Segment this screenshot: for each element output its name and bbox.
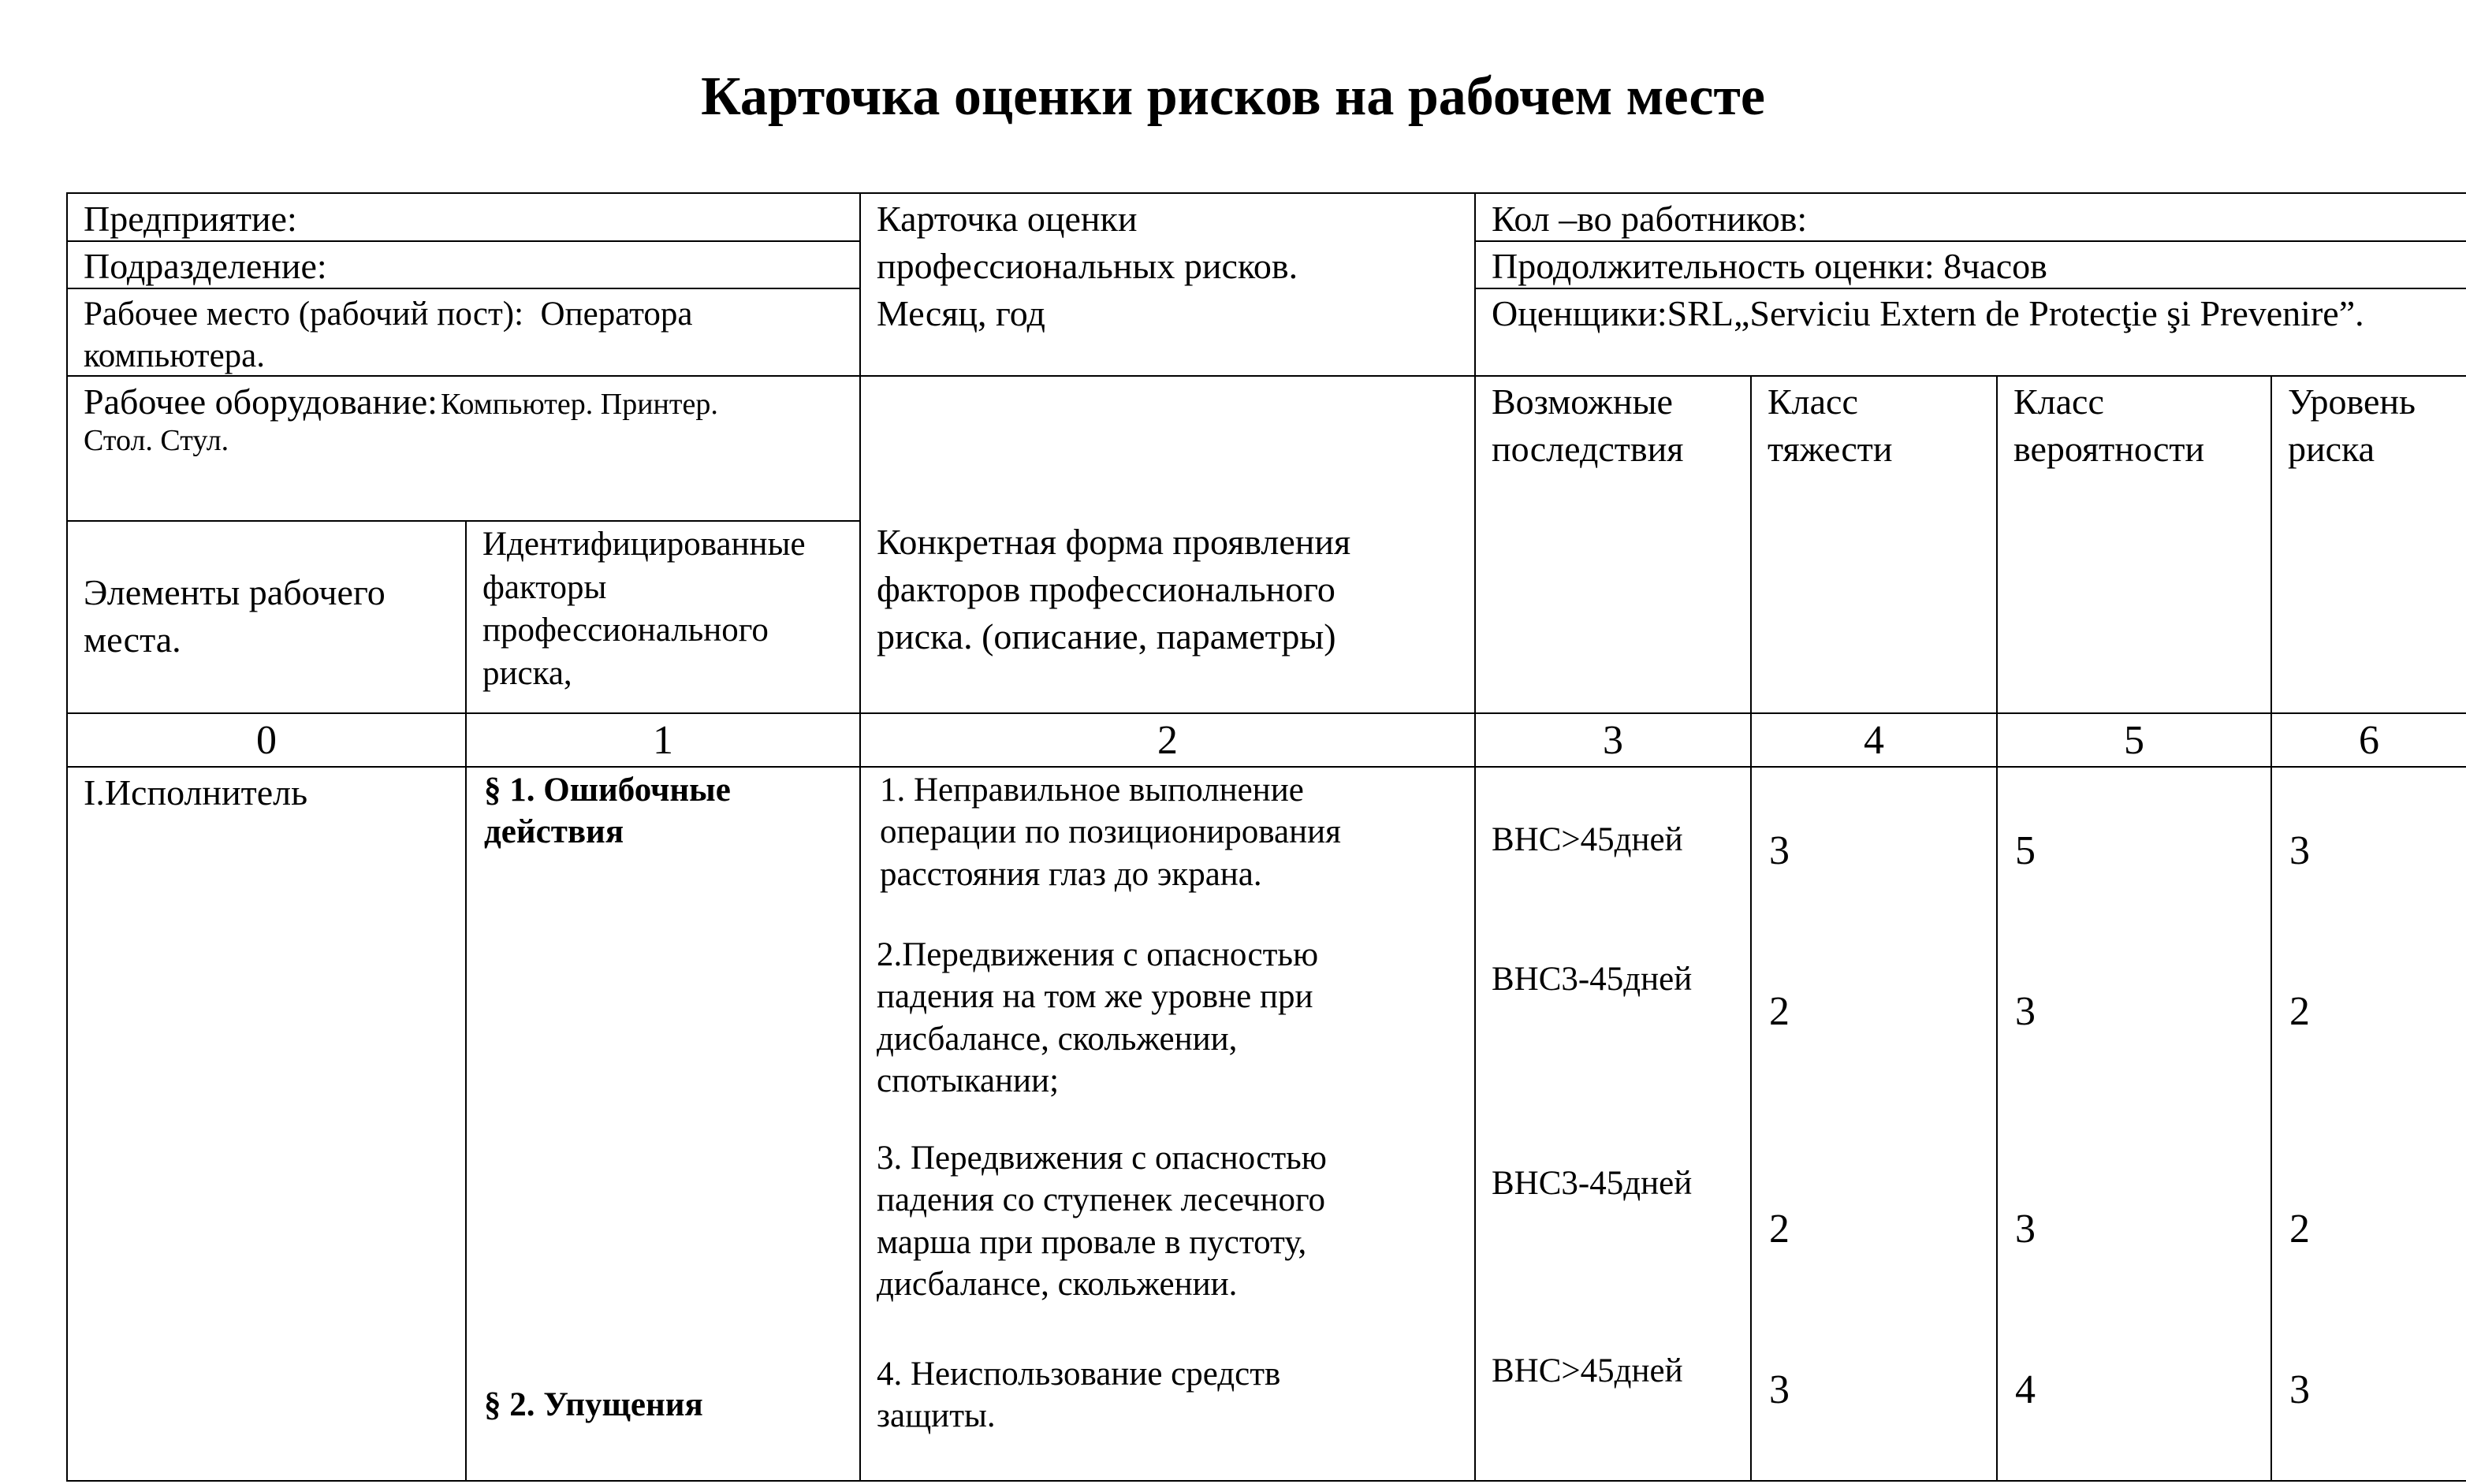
table-border-top (66, 192, 2466, 194)
risk-level-value: 2 (2289, 989, 2310, 1034)
factor-omissions: § 2. Упущения (484, 1386, 703, 1423)
column-header-line: риска. (описание, параметры) (877, 616, 1336, 656)
column-divider (859, 192, 861, 1482)
column-number: 1 (653, 718, 673, 763)
row-divider (66, 766, 2466, 768)
equipment-cell (84, 380, 718, 459)
column-header-line: Класс (2013, 381, 2104, 422)
column-number: 5 (2124, 718, 2144, 763)
column-header-line: Элементы рабочего (84, 572, 386, 612)
table-border-left (66, 192, 68, 1482)
severity-value: 2 (1769, 1207, 1790, 1252)
column-header-description (877, 519, 1350, 660)
severity-value: 3 (1769, 828, 1790, 873)
consequence-value: ВНС3-45дней (1492, 961, 1693, 998)
column-divider (465, 520, 467, 1482)
severity-value: 2 (1769, 989, 1790, 1034)
equipment-label: Рабочее оборудование: (84, 381, 438, 422)
description-line: 2.Передвижения с опасностью (877, 936, 1319, 973)
column-header-line: вероятности (2013, 428, 2205, 469)
column-divider (2270, 375, 2272, 1482)
column-header-line: Идентифицированные (482, 526, 806, 563)
risk-description (877, 1137, 1327, 1305)
column-number: 6 (2359, 718, 2379, 763)
risk-description (877, 1353, 1280, 1438)
risk-level-value: 3 (2289, 828, 2310, 873)
consequence-value: ВНС3-45дней (1492, 1165, 1693, 1202)
factor-line: § 1. Ошибочные (484, 772, 731, 809)
probability-value: 3 (2015, 1207, 2036, 1252)
probability-value: 5 (2015, 828, 2036, 873)
column-header-line: Возможные (1492, 381, 1673, 422)
risk-description (877, 934, 1318, 1102)
column-number: 4 (1864, 718, 1884, 763)
column-number: 0 (256, 718, 277, 763)
description-line: падения со ступенек лесечного (877, 1181, 1326, 1219)
column-divider (1474, 192, 1476, 1482)
workplace-label-text: Рабочее место (рабочий пост): (84, 296, 524, 333)
table-border-bottom (66, 1480, 2466, 1482)
description-line: дисбалансе, скольжении, (877, 1020, 1238, 1058)
equipment-value-line2: Стол. Стул. (84, 424, 229, 458)
column-number: 3 (1603, 718, 1623, 763)
column-header-line: Класс (1768, 381, 1858, 422)
description-line: марша при провале в пустоту, (877, 1223, 1307, 1261)
evaluators-label: Оценщики:SRL„Serviciu Extern de Protecţie şi Prevenire”. (1492, 293, 2364, 333)
consequence-value: ВНС>45дней (1492, 1352, 1683, 1389)
column-header-risk-level (2288, 378, 2416, 473)
column-header-line: факторы (482, 568, 607, 606)
description-line: расстояния глаз до экрана. (880, 855, 1262, 893)
column-header-line: последствия (1492, 428, 1684, 469)
probability-value: 4 (2015, 1367, 2036, 1412)
workplace-value-line2: компьютера. (84, 337, 265, 375)
workplace-value: Оператора (540, 296, 693, 333)
risk-level-value: 3 (2289, 1367, 2310, 1412)
column-header-elements (84, 569, 386, 664)
description-line: 3. Передвижения с опасностью (877, 1140, 1327, 1177)
description-line: падения на том же уровне при (877, 978, 1313, 1016)
description-line: 1. Неправильное выполнение (880, 772, 1304, 809)
row-divider (66, 712, 2466, 714)
risk-description (880, 769, 1341, 895)
equipment-value: Компьютер. Принтер. (440, 388, 718, 421)
factor-line: действия (484, 813, 624, 851)
column-header-line: профессионального (482, 612, 769, 649)
workers-count-label: Кол –во работников: (1492, 199, 1808, 239)
description-line: операции по позиционирования (880, 813, 1341, 851)
severity-value: 3 (1769, 1367, 1790, 1412)
column-header-line: факторов профессионального (877, 568, 1335, 609)
description-line: спотыкании; (877, 1062, 1060, 1099)
risk-level-value: 2 (2289, 1207, 2310, 1252)
card-title-line1: Карточка оценки (877, 199, 1138, 239)
column-number: 2 (1157, 718, 1178, 763)
subdivision-label: Подразделение: (84, 246, 327, 286)
description-line: 4. Неиспользование средств (877, 1356, 1281, 1393)
element-performer: I.Исполнитель (84, 772, 308, 813)
row-divider (66, 520, 859, 522)
column-header-severity (1768, 378, 1893, 473)
column-header-probability (2013, 378, 2204, 473)
card-title-line2: профессиональных рисков. (877, 245, 1298, 286)
column-header-line: Конкретная форма проявления (877, 522, 1351, 562)
column-header-line: риска, (482, 654, 572, 692)
description-line: защиты. (877, 1397, 996, 1435)
card-title (877, 195, 1298, 337)
column-divider (1750, 375, 1752, 1482)
workplace-label (84, 293, 692, 378)
column-header-line: тяжести (1768, 428, 1893, 469)
consequence-value: ВНС>45дней (1492, 821, 1683, 858)
column-header-consequences (1492, 378, 1683, 473)
column-divider (1996, 375, 1998, 1482)
card-title-line3: Месяц, год (877, 292, 1045, 333)
enterprise-label: Предприятие: (84, 199, 297, 239)
description-line: дисбалансе, скольжении. (877, 1265, 1238, 1303)
column-header-line: риска (2288, 428, 2375, 469)
column-header-line: места. (84, 619, 181, 660)
column-header-factors (482, 523, 806, 695)
probability-value: 3 (2015, 989, 2036, 1034)
document-title: Карточка оценки рисков на рабочем месте (701, 66, 1765, 127)
factor-erroneous-actions (484, 769, 731, 854)
column-header-line: Уровень (2288, 381, 2416, 422)
duration-label: Продолжительность оценки: 8часов (1492, 246, 2047, 286)
